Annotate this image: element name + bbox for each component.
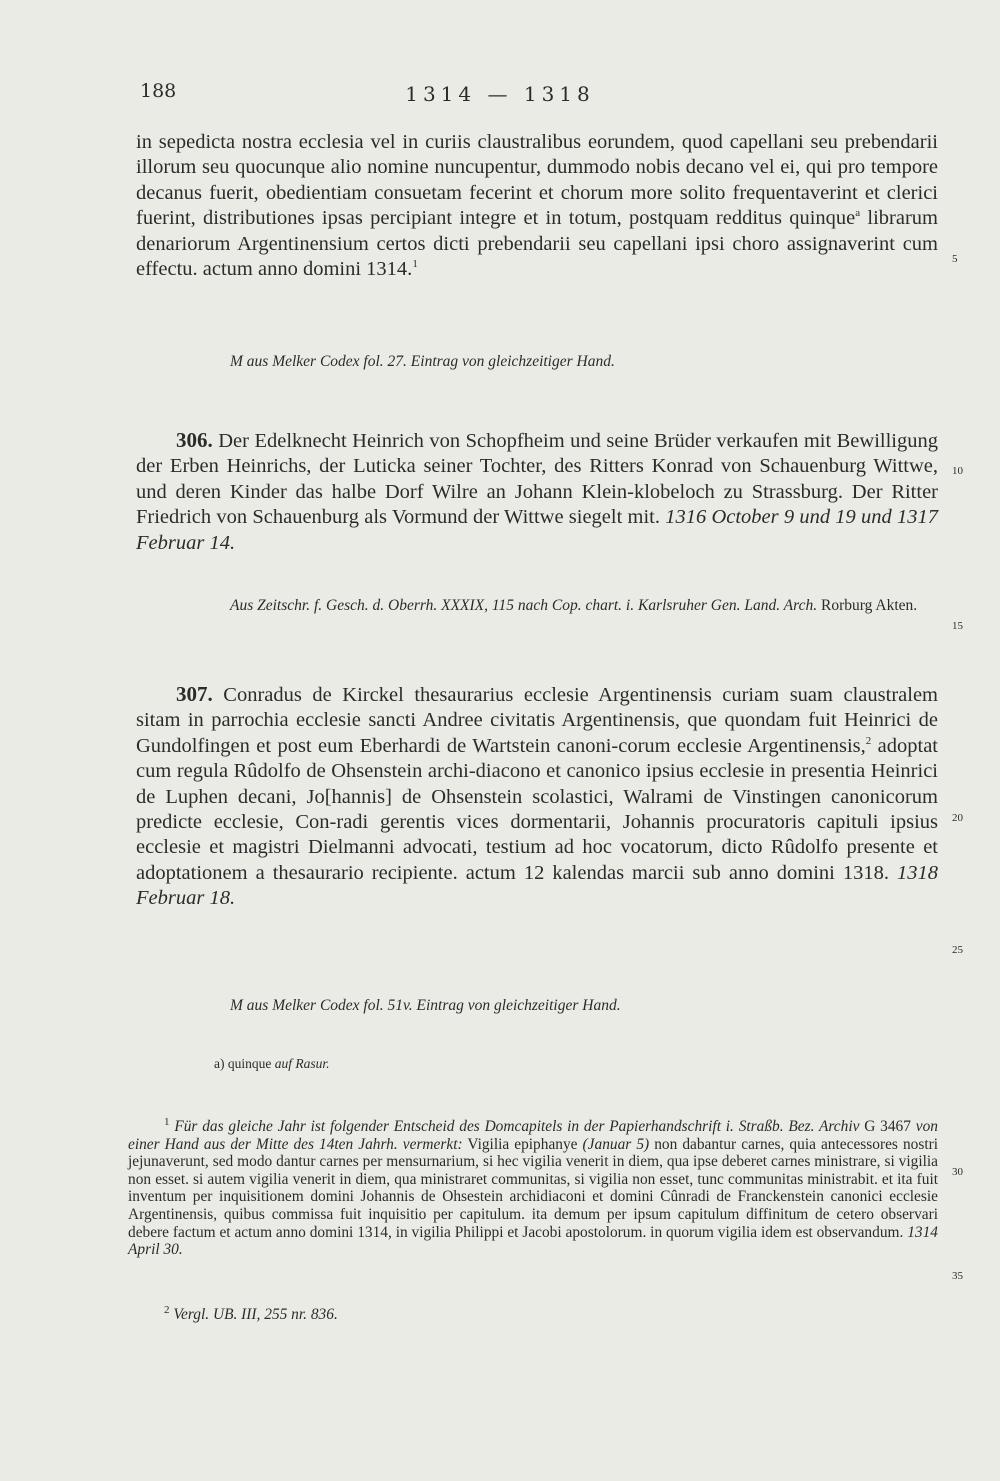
footnote-1-archive: G 3467: [859, 1118, 916, 1135]
footnote-1-text-2: non dabantur carnes, quia antecessores nostri jejunaverunt, sed modo dantur carnes per mensurnarium, si hec vigilia venerit in diem, qua ipse deberet carnes ministrare, si vigilia non esset. si autem vigilia venerit in diem, qua ministraret communitas, si vigilia non esset, tunc communitas ministrabit. et ita fuit inventum per inquisitionem domini Johannis de Ohsestein archidiaconi et domini Cûnradi de Franckenstein canonici ecclesie Argentinensis, quibus commissa fuit inquisitio per capitulum. ita demum per ipsum capitulum diffinitum de cetero observari debere factum et actum anno domini 1314, in vigilia Philippi et Jacobi apostolorum. in quorum vigilia idem est observandum.: [128, 1135, 939, 1241]
line-number-5: 5: [952, 253, 958, 265]
document-number-306: 306.: [176, 428, 213, 452]
footnote-2-number: 2: [164, 1303, 170, 1316]
footnote-1: [128, 1115, 939, 1259]
line-number-10: 10: [952, 465, 963, 477]
regest-306: Der Edelknecht Heinrich von Schopfheim und seine Brüder verkaufen mit Bewilligung der Erben Heinrichs, der Luticka seiner Tochter, des Ritters Konrad von Schauenburg Wittwe, und deren Kinder das halbe Dorf Wilre an Johann Klein-klobeloch zu Strassburg. Der Ritter Friedrich von Schauenburg als Vormund der Wittwe siegelt mit.: [136, 430, 938, 529]
footnote-2: [128, 1303, 938, 1324]
note-a-rest: auf Rasur.: [274, 1056, 330, 1071]
note-a-label: a): [214, 1056, 225, 1071]
page-number: 188: [140, 80, 177, 102]
line-number-30: 30: [952, 1166, 963, 1178]
line-number-15: 15: [952, 620, 963, 632]
footnote-divider: [136, 1102, 938, 1103]
source-note-307: M aus Melker Codex fol. 51v. Eintrag von gleichzeitiger Hand.: [230, 997, 621, 1014]
footnote-1-date: 1314 April 30.: [128, 1223, 938, 1259]
footnote-1-intro: Für das gleiche Jahr ist folgender Entscheid des Domcapitels in der Papierhandschrift i. Straßb. Bez. Archiv: [174, 1118, 860, 1135]
source-306-text: Aus Zeitschr. f. Gesch. d. Oberrh. XXXIX, 115 nach Cop. chart. i. Karlsruher Gen. Land. Arch.: [230, 597, 818, 614]
continuation-text: in sepedicta nostra ecclesia vel in curiis claustralibus eorundem, quod capellani seu prebendarii illorum seu quocunque alio nomine nuncupentur, dummodo nobis decano vel ei, qui pro tempore decanus fuerit, obedientiam consuetam fecerint et chorum more solito frequentaverint et clerici fuerint, distributiones ipsas percipiant integre et in totum, postquam redditus quinque: [136, 131, 938, 230]
document-continuation: [136, 130, 938, 282]
footnote-marker-a: a: [855, 207, 861, 220]
textual-note-a: [214, 1056, 330, 1072]
source-note-continuation: M aus Melker Codex fol. 27. Eintrag von gleichzeitiger Hand.: [230, 353, 615, 370]
line-number-35: 35: [952, 1270, 963, 1282]
footnote-1-paren: (Januar 5): [582, 1135, 650, 1153]
footnote-ref-1: 1: [412, 258, 418, 271]
footnote-ref-2: 2: [865, 734, 872, 747]
note-a-word: quinque: [227, 1056, 272, 1071]
footnote-1-text: Vigilia epiphanye: [462, 1135, 583, 1153]
footnote-1-hand: von einer Hand aus der Mitte des 14ten Jahrh. vermerkt:: [128, 1118, 938, 1153]
footnote-1-number: 1: [164, 1115, 170, 1128]
line-number-20: 20: [952, 812, 963, 824]
document-number-307: 307.: [176, 682, 213, 706]
source-306-tail: Rorburg Akten.: [817, 597, 918, 614]
running-title: 1314 — 1318: [405, 82, 595, 106]
footnote-2-text: Vergl. UB. III, 255 nr. 836.: [173, 1306, 338, 1323]
date-306: 1316 October 9 und 19 und 1317 Februar 14.: [136, 506, 938, 554]
source-note-306: [230, 596, 938, 616]
document-307: [136, 682, 938, 912]
date-307: 1318 Februar 18.: [136, 861, 938, 910]
text-307-2: adoptat cum regula Rûdolfo de Ohsenstein archi-diacono et canonico ipsius ecclesie in presentia Heinrici de Luphen decani, Jo[hannis] de Ohsenstein scolastici, Walrami de Vinstingen canonicorum predicte ecclesie, Con-radi gerentis vices dormentarii, Johannis procuratoris capituli ipsius ecclesie et magistri Dielmanni advocati, testium ad hoc vocatorum, dicto Rûdolfo presente et adoptationem a thesaurario recipiente. actum 12 kalendas marcii sub anno domini 1318.: [136, 734, 938, 884]
text-307: Conradus de Kirckel thesaurarius ecclesie Argentinensis curiam suam claustralem sitam in parrochia ecclesie sancti Andree civitatis Argentinensis, que quondam fuit Heinrici de Gundolfingen et post eum Eberhardi de Wartstein canoni-corum ecclesie Argentinensis,: [136, 684, 938, 757]
line-number-25: 25: [952, 944, 963, 956]
continuation-text-2: librarum denariorum Argentinensium certos dicti prebendarii seu capellani ipsi choro assignaverint cum effectu. actum anno domini 1314.: [136, 207, 938, 281]
document-306: [136, 428, 938, 556]
